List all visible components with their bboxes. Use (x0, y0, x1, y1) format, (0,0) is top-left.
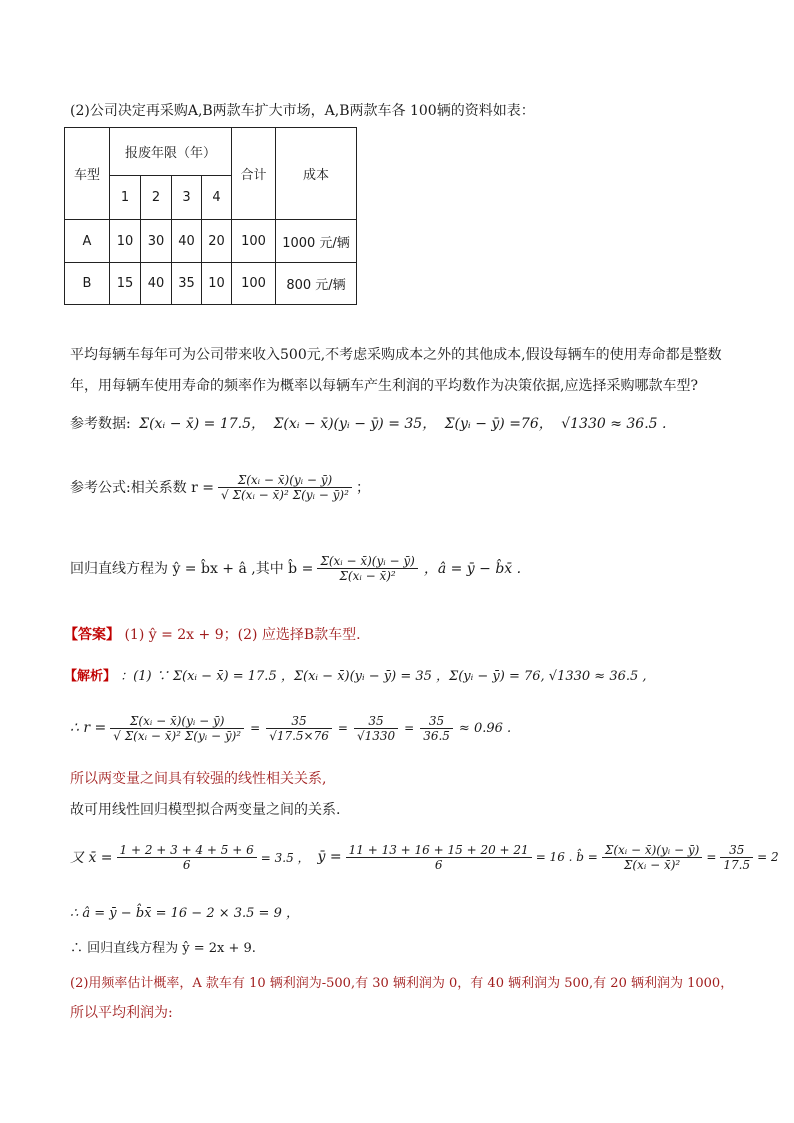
ref-formula-denominator: √ Σ(xᵢ − x̄)² Σ(yᵢ − ȳ)² (221, 487, 349, 502)
row-val: 10 (110, 220, 141, 263)
header-years: 报废年限（年） (110, 128, 232, 176)
bhat-eq-numerator: 35 (720, 843, 753, 858)
r-calc-eq3-den: 36.5 (423, 728, 450, 743)
r-calc-eq1 (266, 714, 332, 743)
regression-denominator: Σ(xᵢ − x̄)² (339, 568, 396, 583)
conclusion-2: 故可用线性回归模型拟合两变量之间的关系. (70, 802, 341, 818)
bhat-end: = 2 (757, 850, 779, 864)
ahat-line: ∴ â = ȳ − b̂x̄ = 16 − 2 × 3.5 = 9 ， (70, 906, 299, 921)
r-calc-end: ≈ 0.96 . (458, 720, 512, 736)
ybar-fraction (346, 843, 532, 872)
regression-result: ∴ 回归直线方程为 ŷ = 2x + 9. (70, 941, 256, 956)
part2-line-2: 所以平均利润为: (70, 1005, 173, 1021)
row-cost: 1000 元/辆 (276, 220, 357, 263)
xbar-end: = 3.5 ， (260, 850, 310, 865)
analysis-line-1: ：(1) ∵ Σ(xᵢ − x̄) = 17.5 ，Σ(xᵢ − x̄)(yᵢ − ȳ) = 35 ，Σ(yᵢ − ȳ) = 76, √1330 ≈ 36.5 , (120, 669, 647, 684)
bhat-eq-denominator: 17.5 (723, 857, 751, 872)
header-total: 合计 (232, 128, 276, 220)
xbar-prefix: 又 x̄ = (70, 850, 113, 866)
question-line-2: 年，用每辆车使用寿命的频率作为概率以每辆车产生利润的平均数作为决策依据,应选择采购哪款车型? (70, 378, 698, 394)
header-car-type: 车型 (65, 128, 110, 220)
car-data-table (64, 127, 357, 305)
year-col-3: 3 (172, 176, 202, 220)
row-val: 20 (202, 220, 232, 263)
means-row: 又 x̄ = $\frac{1 + 2 + 3 + 4 + 5 + 6}{6}$ = 3.5 ， ȳ = $\frac{11 + 13 + 16 + 15 + 20 + 21}{6}$ = 16 . b̂ = $\frac{\text{Σ(xᵢ − x̄)(yᵢ − ȳ)}}{\text{Σ(xᵢ − x̄)²}}$ = $\frac{35}{17.5}$ = 2 (70, 842, 779, 872)
ybar-denominator: 6 (434, 857, 443, 872)
answer-tag: 【答案】 (64, 627, 120, 643)
header-cost: 成本 (276, 128, 357, 220)
xbar-numerator: 1 + 2 + 3 + 4 + 5 + 6 (117, 843, 257, 858)
question-line-1: 平均每辆车每年可为公司带来收入500元,不考虑采购成本之外的其他成本,假设每辆车的使用寿命都是整数 (70, 347, 722, 363)
xbar-denominator: 6 (182, 857, 191, 872)
xbar-fraction (117, 843, 257, 872)
ref-formula-end: ； (355, 480, 370, 496)
table-row (65, 263, 357, 305)
r-calc-eq3-num: 35 (420, 714, 453, 729)
row-val: 35 (172, 263, 202, 305)
ref-formula-label: 参考公式:相关系数 r = (70, 480, 215, 496)
row-val: 30 (141, 220, 172, 263)
r-calc-eq2 (354, 714, 398, 743)
ref-data-4: √1330 ≈ 36.5 . (561, 416, 667, 432)
ref-formula-numerator: Σ(xᵢ − x̄)(yᵢ − ȳ) (218, 473, 352, 488)
ref-data-2: Σ(xᵢ − x̄)(yᵢ − ȳ) = 35， (273, 416, 437, 432)
ref-data-label: 参考数据: (70, 416, 131, 432)
answer-row (64, 624, 361, 644)
r-calc-eq1-num: 35 (266, 714, 332, 729)
year-col-2: 2 (141, 176, 172, 220)
part2-line-1: (2)用频率估计概率，A 款车有 10 辆利润为-500,有 30 辆利润为 0，有 40 辆利润为 500,有 20 辆利润为 1000， (70, 976, 734, 991)
r-calc-eq2-den: √1330 (356, 728, 396, 743)
row-cost: 800 元/辆 (276, 263, 357, 305)
ref-formula-fraction (218, 473, 352, 502)
r-calc-fraction (110, 714, 244, 743)
r-calc-eq3 (420, 714, 453, 743)
ybar-prefix: ȳ = (317, 849, 342, 865)
year-col-4: 4 (202, 176, 232, 220)
bhat-denominator: Σ(xᵢ − x̄)² (623, 857, 681, 872)
ybar-end: = 16 . b̂ = (535, 850, 598, 864)
analysis-tag: 【解析】 (64, 669, 117, 684)
intro-text: (2)公司决定再采购A,B两款车扩大市场，A,B两款车各 100辆的资料如表： (70, 103, 535, 119)
regression-fraction (317, 554, 418, 583)
r-calc-denominator: √ Σ(xᵢ − x̄)² Σ(yᵢ − ȳ)² (113, 728, 242, 743)
bhat-numerator: Σ(xᵢ − x̄)(yᵢ − ȳ) (602, 843, 703, 858)
row-val: 40 (172, 220, 202, 263)
answer-text: (1) ŷ = 2x + 9；(2) 应选择B款车型. (124, 627, 361, 643)
row-val: 15 (110, 263, 141, 305)
ref-formula-row (70, 452, 370, 522)
row-total: 100 (232, 220, 276, 263)
r-calc-eq1-den: √17.5×76 (269, 728, 329, 743)
r-calc-prefix: ∴ r = (70, 720, 107, 736)
row-total: 100 (232, 263, 276, 305)
regression-end: ，â = ȳ − b̂x̄ . (423, 561, 522, 577)
regression-numerator: Σ(xᵢ − x̄)(yᵢ − ȳ) (317, 554, 418, 569)
row-car: B (65, 263, 110, 305)
table-row (65, 220, 357, 263)
row-val: 40 (141, 263, 172, 305)
regression-label: 回归直线方程为 ŷ = b̂x + â ,其中 b̂ = (70, 561, 314, 577)
ref-data-1: Σ(xᵢ − x̄) = 17.5， (139, 416, 266, 432)
row-car: A (65, 220, 110, 263)
row-val: 10 (202, 263, 232, 305)
r-calc-row: ∴ r = $\frac{\text{Σ(xᵢ − x̄)(yᵢ − ȳ)}}{\text{√ Σ(xᵢ − x̄)² Σ(yᵢ − ȳ)²}}$ = $\frac{35}{√17.5\times 76}$ = $\frac{35}{√1330}$ = $\frac{35}{36.5}$ ≈ 0.96 . (70, 713, 512, 743)
conclusion-1: 所以两变量之间具有较强的线性相关关系, (70, 771, 327, 787)
analysis-row (64, 665, 647, 684)
ref-data-3: Σ(yᵢ − ȳ) =76， (444, 416, 553, 432)
regression-formula-row (70, 538, 521, 598)
year-col-1: 1 (110, 176, 141, 220)
ybar-numerator: 11 + 13 + 16 + 15 + 20 + 21 (346, 843, 532, 858)
ref-data-row (70, 413, 666, 433)
r-calc-numerator: Σ(xᵢ − x̄)(yᵢ − ȳ) (110, 714, 244, 729)
bhat-fraction (602, 843, 703, 872)
bhat-eq-fraction (720, 843, 753, 872)
r-calc-eq2-num: 35 (354, 714, 398, 729)
